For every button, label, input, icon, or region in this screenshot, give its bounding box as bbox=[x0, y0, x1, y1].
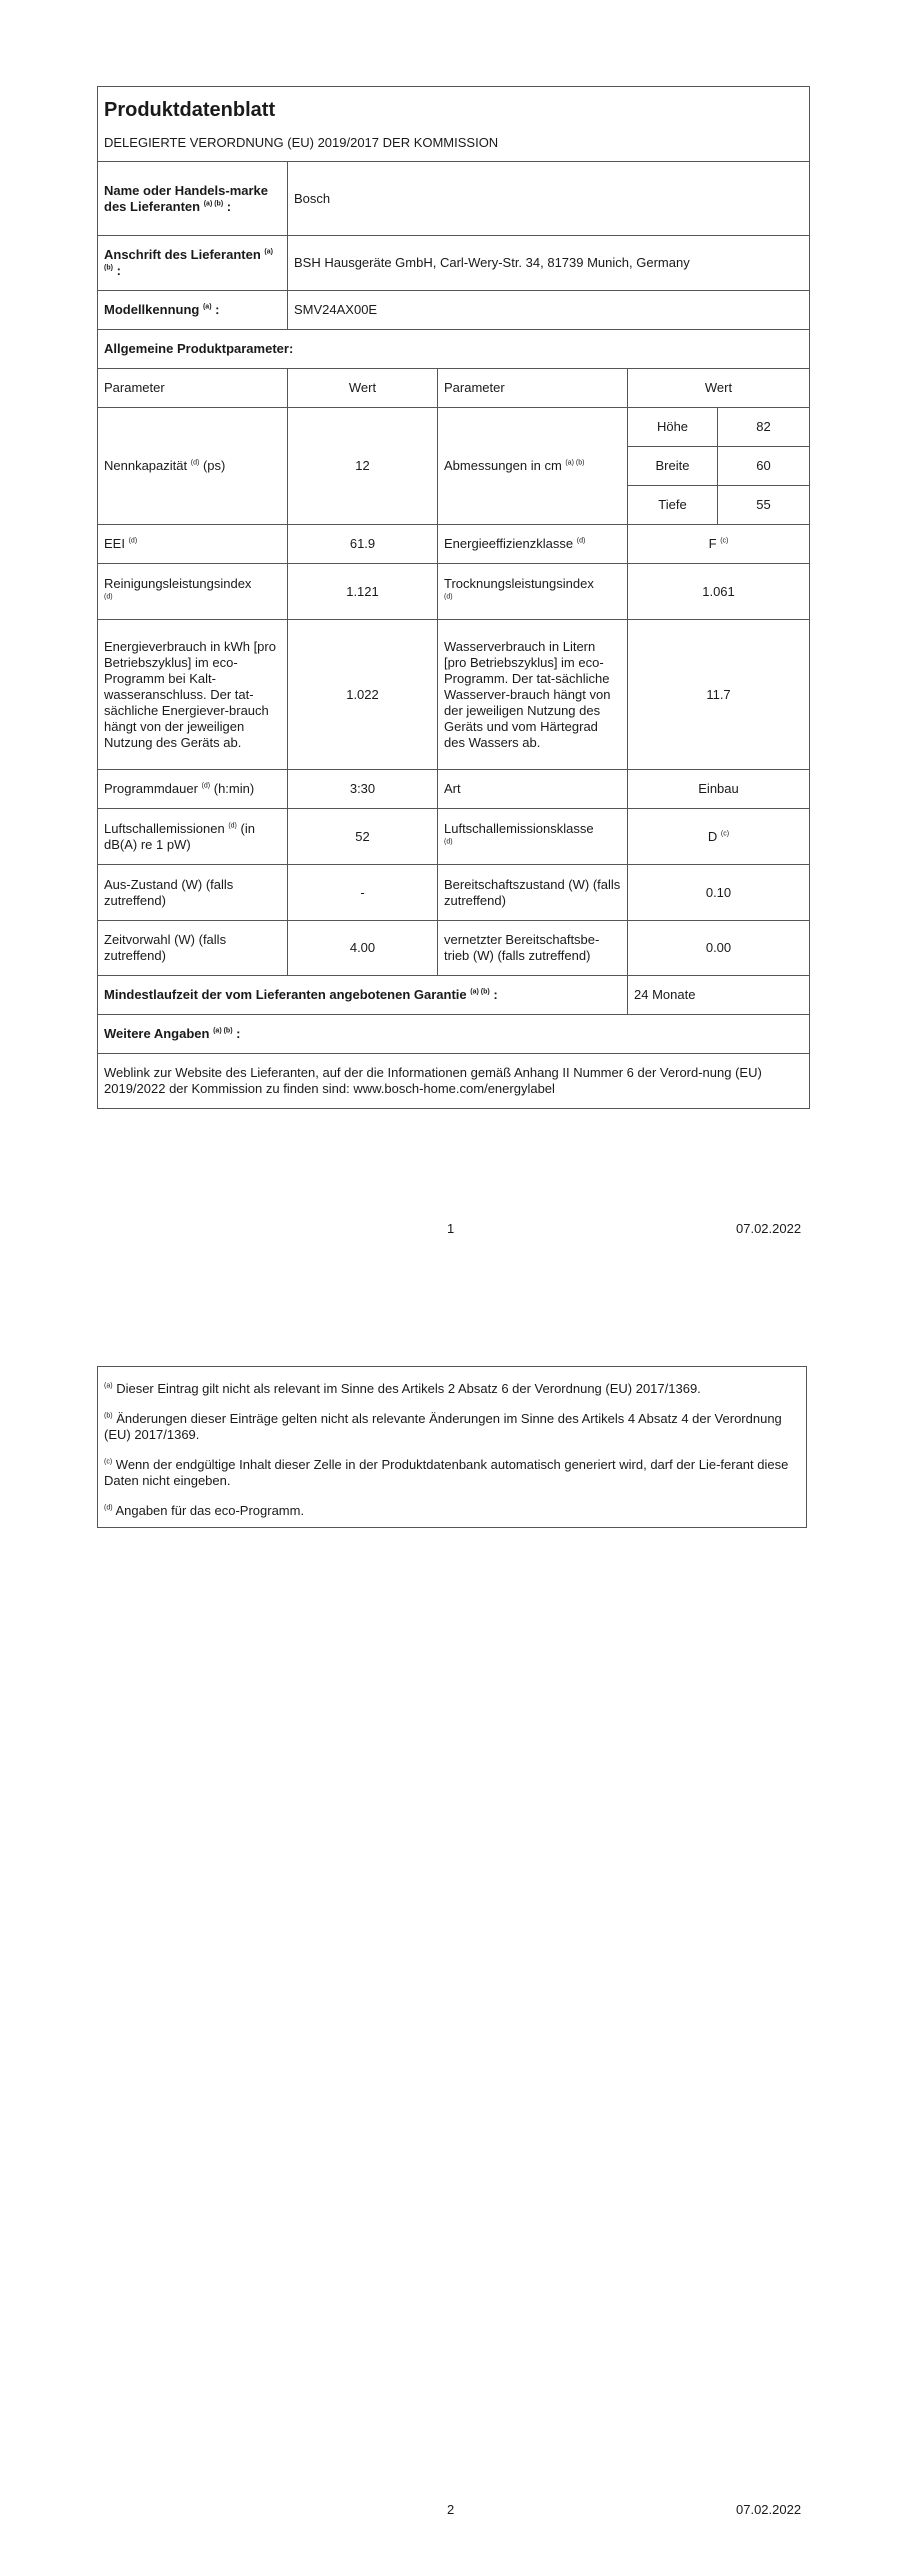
supplier-name-row bbox=[98, 162, 810, 236]
supplier-address-row bbox=[98, 236, 810, 291]
water-value: 11.7 bbox=[628, 620, 810, 770]
eei-row bbox=[98, 525, 810, 564]
column-header-row bbox=[98, 369, 810, 408]
capacity-label: Nennkapazität $^{(d)}$ (ps) bbox=[98, 408, 288, 525]
footnote-a: $^{(a)}$ Dieser Eintrag gilt nicht als relevant im Sinne des Artikels 2 Absatz 6 der Verordnung (EU) 2017/1369. bbox=[104, 1381, 701, 1396]
model-value: SMV24AX00E bbox=[288, 291, 810, 330]
standby-value: 0.10 bbox=[628, 865, 810, 921]
off-standby-row bbox=[98, 865, 810, 921]
supplier-address-value: BSH Hausgeräte GmbH, Carl-Wery-Str. 34, 81739 Munich, Germany bbox=[288, 236, 810, 291]
delay-value: 4.00 bbox=[288, 921, 438, 976]
footnotes-box bbox=[97, 1366, 807, 1528]
water-label: Wasserverbrauch in Litern [pro Betriebszyklus] im eco-Programm. Der tat-sächliche Wasserver-brauch hängt von der jeweiligen Nutzung des Geräts und vom Härtegrad des Wassers ab. bbox=[438, 620, 628, 770]
col-param-header: Parameter bbox=[98, 369, 288, 408]
warranty-value: 24 Monate bbox=[628, 976, 810, 1015]
drying-value: 1.061 bbox=[628, 564, 810, 620]
header-row bbox=[98, 87, 810, 162]
standby-label: Bereitschaftszustand (W) (falls zutreffend) bbox=[438, 865, 628, 921]
efficiency-class-value: F $^{(c)}$ bbox=[628, 525, 810, 564]
cleaning-drying-row bbox=[98, 564, 810, 620]
model-label: Modellkennung $^{(a)}$ : bbox=[98, 291, 288, 330]
duration-value: 3:30 bbox=[288, 770, 438, 809]
col-param2-header: Parameter bbox=[438, 369, 628, 408]
duration-type-row bbox=[98, 770, 810, 809]
page-number-1: 1 bbox=[447, 1221, 455, 1236]
additional-text-row bbox=[98, 1054, 810, 1109]
eei-value: 61.9 bbox=[288, 525, 438, 564]
footnote-c: $^{(c)}$ Wenn der endgültige Inhalt dieser Zelle in der Produktdatenbank automatisch generiert wird, darf der Lie-ferant diese Daten nicht eingeben. bbox=[104, 1457, 789, 1488]
col-value-header: Wert bbox=[288, 369, 438, 408]
energy-label: Energieverbrauch in kWh [pro Betriebszyklus] im eco-Programm bei Kalt-wasseranschluss. Der tat-sächliche Energiever-brauch hängt von der jeweiligen Nutzung des Geräts ab. bbox=[98, 620, 288, 770]
depth-value: 55 bbox=[718, 486, 810, 525]
cleaning-label: Reinigungsleistungsindex $^{(d)}$ bbox=[98, 564, 288, 620]
noise-class-label: Luftschallemissionsklasse $^{(d)}$ bbox=[438, 809, 628, 865]
page-number-2: 2 bbox=[447, 2502, 455, 2517]
additional-heading: Weitere Angaben $^{(a) (b)}$ : bbox=[98, 1015, 810, 1054]
width-label: Breite bbox=[628, 447, 718, 486]
warranty-row bbox=[98, 976, 810, 1015]
page-title: Produktdatenblatt bbox=[104, 99, 276, 121]
noise-class-value: D $^{(c)}$ bbox=[628, 809, 810, 865]
supplier-name-label: Name oder Handels-marke des Lieferanten $^{(a) (b)}$ : bbox=[98, 162, 288, 236]
supplier-address-label: Anschrift des Lieferanten $^{(a) (b)}$ : bbox=[98, 236, 288, 291]
noise-label: Luftschallemissionen $^{(d)}$ (in dB(A) re 1 pW) bbox=[98, 809, 288, 865]
efficiency-class-label: Energieeffizienzklasse $^{(d)}$ bbox=[438, 525, 628, 564]
capacity-value: 12 bbox=[288, 408, 438, 525]
model-row bbox=[98, 291, 810, 330]
capacity-row bbox=[98, 408, 810, 447]
additional-text: Weblink zur Website des Lieferanten, auf der die Informationen gemäß Anhang II Nummer 6 der Verord-nung (EU) 2019/2022 der Kommission zu finden sind: www.bosch-home.com/energylabel bbox=[98, 1054, 810, 1109]
noise-value: 52 bbox=[288, 809, 438, 865]
off-label: Aus-Zustand (W) (falls zutreffend) bbox=[98, 865, 288, 921]
col-value2-header: Wert bbox=[628, 369, 810, 408]
width-value: 60 bbox=[718, 447, 810, 486]
page-date-1: 07.02.2022 bbox=[736, 1221, 802, 1236]
networked-label: vernetzter Bereitschaftsbe-trieb (W) (falls zutreffend) bbox=[438, 921, 628, 976]
type-label: Art bbox=[438, 770, 628, 809]
height-value: 82 bbox=[718, 408, 810, 447]
depth-label: Tiefe bbox=[628, 486, 718, 525]
regulation-text: DELEGIERTE VERORDNUNG (EU) 2019/2017 DER KOMMISSION bbox=[104, 135, 499, 150]
supplier-name-value: Bosch bbox=[288, 162, 810, 236]
duration-label: Programmdauer $^{(d)}$ (h:min) bbox=[98, 770, 288, 809]
networked-value: 0.00 bbox=[628, 921, 810, 976]
general-heading-row bbox=[98, 330, 810, 369]
eei-label: EEI $^{(d)}$ bbox=[98, 525, 288, 564]
consumption-row bbox=[98, 620, 810, 770]
type-value: Einbau bbox=[628, 770, 810, 809]
delay-networked-row bbox=[98, 921, 810, 976]
dimensions-label: Abmessungen in cm $^{(a) (b)}$ bbox=[438, 408, 628, 525]
warranty-label: Mindestlaufzeit der vom Lieferanten angebotenen Garantie $^{(a) (b)}$ : bbox=[98, 976, 628, 1015]
footnote-b: $^{(b)}$ Änderungen dieser Einträge gelten nicht als relevante Änderungen im Sinne des Artikels 4 Absatz 4 der Verordnung (EU) 2017/1369. bbox=[104, 1411, 782, 1442]
product-data-sheet bbox=[97, 86, 810, 1109]
noise-row bbox=[98, 809, 810, 865]
delay-label: Zeitvorwahl (W) (falls zutreffend) bbox=[98, 921, 288, 976]
height-label: Höhe bbox=[628, 408, 718, 447]
additional-heading-row bbox=[98, 1015, 810, 1054]
cleaning-value: 1.121 bbox=[288, 564, 438, 620]
general-heading: Allgemeine Produktparameter: bbox=[98, 330, 810, 369]
energy-value: 1.022 bbox=[288, 620, 438, 770]
page-date-2: 07.02.2022 bbox=[736, 2502, 802, 2517]
footnote-d: $^{(d)}$ Angaben für das eco-Programm. bbox=[104, 1503, 305, 1518]
off-value: - bbox=[288, 865, 438, 921]
drying-label: Trocknungsleistungsindex $^{(d)}$ bbox=[438, 564, 628, 620]
